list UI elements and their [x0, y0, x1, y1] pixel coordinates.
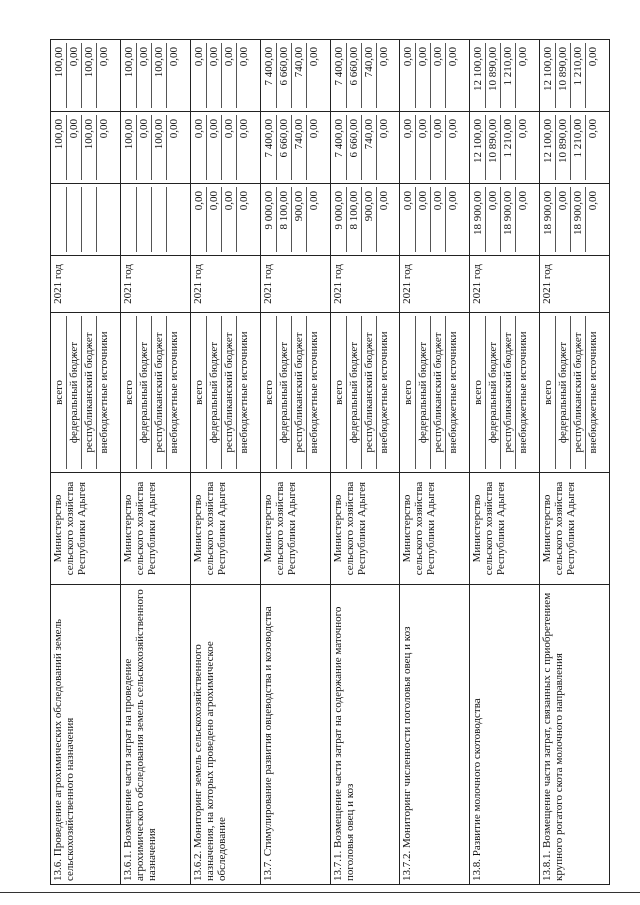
amount-value: [167, 187, 181, 252]
amount-value: [152, 187, 167, 252]
amount-value: 12 100,00: [471, 115, 486, 180]
amount-cell: [120, 184, 190, 256]
measure-name-cell: 13.6.1. Возмещение части затрат на проведение агрохимического обследования земель сельскохозяйственного назначения: [120, 585, 190, 885]
amount-value: 1 210,00: [501, 115, 516, 180]
executor-cell: Министерство сельского хозяйства Республики Адыгея: [470, 473, 540, 585]
amount-cell: [260, 40, 330, 112]
funding-source-label: всего: [401, 316, 416, 469]
amount-value: 0,00: [401, 187, 416, 252]
amount-value: 0,00: [98, 119, 110, 139]
amount-value: 0,00: [222, 43, 237, 108]
amount-cell: [540, 184, 610, 256]
amount-cell: [540, 40, 610, 112]
year-cell: 2021 год: [51, 256, 121, 313]
funding-source-label: внебюджетные источники: [237, 331, 250, 454]
amount-value: 0,00: [237, 47, 250, 67]
amount-value: [82, 187, 97, 252]
amount-value: 100,00: [152, 43, 167, 108]
amount-cell: [51, 40, 121, 112]
rotated-table-sheet: [50, 40, 610, 885]
funding-source-label: федеральный бюджет: [347, 316, 362, 469]
executor-cell: Министерство сельского хозяйства Республики Адыгея: [400, 473, 470, 585]
amount-value: 740,00: [362, 43, 377, 108]
funding-source-label: внебюджетные источники: [98, 331, 110, 454]
funding-source-label: федеральный бюджет: [486, 316, 501, 469]
amount-value: 6 660,00: [347, 115, 362, 180]
funding-source-label: внебюджетные источники: [587, 331, 600, 454]
measure-name-cell: 13.7.2. Мониторинг численности поголовья овец и коз: [400, 585, 470, 885]
funding-source-label: внебюджетные источники: [517, 331, 530, 454]
amount-value: 18 900,00: [571, 187, 586, 252]
funding-sources-cell: [540, 313, 610, 473]
amount-value: 1 210,00: [501, 43, 516, 108]
year-cell: 2021 год: [120, 256, 190, 313]
amount-value: 0,00: [401, 115, 416, 180]
amount-value: 0,00: [192, 43, 207, 108]
funding-source-label: всего: [122, 316, 137, 469]
funding-sources-cell: [51, 313, 121, 473]
funding-source-label: федеральный бюджет: [207, 316, 222, 469]
table-row: [190, 40, 260, 885]
amount-value: 100,00: [52, 43, 67, 108]
table-body: [51, 40, 610, 885]
amount-value: 740,00: [362, 115, 377, 180]
funding-source-label: внебюджетные источники: [167, 331, 180, 454]
amount-value: 6 660,00: [277, 115, 292, 180]
funding-source-label: федеральный бюджет: [556, 316, 571, 469]
year-cell: 2021 год: [330, 256, 400, 313]
funding-sources-cell: [470, 313, 540, 473]
table-row: [120, 40, 190, 885]
amount-value: 100,00: [52, 115, 67, 180]
amount-value: 10 890,00: [556, 115, 571, 180]
amount-cell: [120, 40, 190, 112]
year-cell: 2021 год: [470, 256, 540, 313]
amount-value: 1 210,00: [571, 43, 586, 108]
funding-source-label: внебюджетные источники: [377, 331, 390, 454]
amount-cell: [540, 112, 610, 184]
amount-value: [122, 187, 137, 252]
measure-name-cell: 13.7.1. Возмещение части затрат на содержание маточного поголовья овец и коз: [330, 585, 400, 885]
amount-value: 0,00: [587, 119, 600, 139]
amount-value: 0,00: [556, 187, 571, 252]
amount-cell: [470, 112, 540, 184]
amount-value: 0,00: [416, 115, 431, 180]
amount-value: 0,00: [377, 119, 390, 139]
funding-sources-cell: [330, 313, 400, 473]
amount-value: 0,00: [207, 115, 222, 180]
amount-cell: [470, 184, 540, 256]
funding-source-label: всего: [52, 316, 67, 469]
amount-value: [97, 187, 111, 252]
amount-value: 0,00: [167, 119, 180, 139]
amount-value: 6 660,00: [347, 43, 362, 108]
amount-value: 0,00: [447, 191, 460, 211]
funding-source-label: всего: [471, 316, 486, 469]
amount-value: 0,00: [517, 191, 530, 211]
amount-value: 10 890,00: [486, 115, 501, 180]
amount-value: 10 890,00: [486, 43, 501, 108]
measure-name-cell: 13.7. Стимулирование развития овцеводства и козоводства: [260, 585, 330, 885]
amount-value: 8 100,00: [347, 187, 362, 252]
funding-source-label: республиканский бюджет: [222, 316, 237, 469]
executor-cell: Министерство сельского хозяйства Республики Адыгея: [120, 473, 190, 585]
amount-value: 18 900,00: [471, 187, 486, 252]
table-row: [330, 40, 400, 885]
amount-cell: [400, 40, 470, 112]
amount-cell: [51, 184, 121, 256]
funding-source-label: федеральный бюджет: [137, 316, 152, 469]
funding-source-label: республиканский бюджет: [82, 316, 97, 469]
amount-value: 100,00: [122, 115, 137, 180]
amount-value: 18 900,00: [501, 187, 516, 252]
amount-cell: [400, 184, 470, 256]
amount-value: 0,00: [447, 47, 460, 67]
amount-value: 900,00: [362, 187, 377, 252]
year-cell: 2021 год: [260, 256, 330, 313]
amount-value: [67, 187, 82, 252]
amount-value: 0,00: [67, 115, 82, 180]
amount-value: 100,00: [82, 115, 97, 180]
amount-cell: [470, 40, 540, 112]
funding-source-label: всего: [332, 316, 347, 469]
amount-value: [137, 187, 152, 252]
year-cell: 2021 год: [400, 256, 470, 313]
executor-cell: Министерство сельского хозяйства Республики Адыгея: [51, 473, 121, 585]
amount-cell: [120, 112, 190, 184]
amount-value: 12 100,00: [541, 43, 556, 108]
measure-name-cell: 13.8. Развитие молочного скотоводства: [470, 585, 540, 885]
amount-value: 0,00: [416, 187, 431, 252]
amount-cell: [190, 184, 260, 256]
funding-sources-cell: [120, 313, 190, 473]
amount-value: 0,00: [307, 47, 320, 67]
amount-value: 0,00: [431, 115, 446, 180]
amount-value: 0,00: [447, 119, 460, 139]
amount-cell: [330, 112, 400, 184]
amount-value: 0,00: [587, 191, 600, 211]
amount-value: 0,00: [431, 43, 446, 108]
amount-value: 0,00: [98, 47, 110, 67]
amount-value: 1 210,00: [571, 115, 586, 180]
amount-cell: [190, 112, 260, 184]
funding-source-label: всего: [262, 316, 277, 469]
amount-value: 10 890,00: [556, 43, 571, 108]
amount-value: 0,00: [237, 191, 250, 211]
amount-value: 0,00: [207, 187, 222, 252]
amount-value: 100,00: [82, 43, 97, 108]
funding-source-label: республиканский бюджет: [292, 316, 307, 469]
amount-value: 100,00: [122, 43, 137, 108]
amount-value: 0,00: [207, 43, 222, 108]
amount-value: 7 400,00: [332, 115, 347, 180]
page-edge-line: [0, 892, 640, 893]
amount-value: 0,00: [431, 187, 446, 252]
amount-value: 7 400,00: [262, 115, 277, 180]
amount-value: 0,00: [137, 43, 152, 108]
amount-value: 0,00: [67, 43, 82, 108]
amount-cell: [190, 40, 260, 112]
amount-value: 12 100,00: [541, 115, 556, 180]
amount-value: 740,00: [292, 115, 307, 180]
funding-source-label: республиканский бюджет: [362, 316, 377, 469]
amount-value: 9 000,00: [262, 187, 277, 252]
funding-source-label: всего: [192, 316, 207, 469]
amount-cell: [400, 112, 470, 184]
funding-source-label: республиканский бюджет: [431, 316, 446, 469]
amount-cell: [330, 40, 400, 112]
executor-cell: Министерство сельского хозяйства Республики Адыгея: [330, 473, 400, 585]
amount-value: 0,00: [307, 119, 320, 139]
amount-value: 0,00: [377, 47, 390, 67]
table-row: [51, 40, 121, 885]
amount-value: 0,00: [486, 187, 501, 252]
funding-source-label: федеральный бюджет: [416, 316, 431, 469]
amount-value: 0,00: [416, 43, 431, 108]
amount-value: 6 660,00: [277, 43, 292, 108]
table-row: [470, 40, 540, 885]
year-cell: 2021 год: [190, 256, 260, 313]
amount-value: 9 000,00: [332, 187, 347, 252]
amount-value: 0,00: [587, 47, 600, 67]
funding-source-label: федеральный бюджет: [67, 316, 82, 469]
measure-name-cell: 13.6. Проведение агрохимических обследований земель сельскохозяйственного назначения: [51, 585, 121, 885]
amount-value: 0,00: [401, 43, 416, 108]
measure-name-cell: 13.6.2. Мониторинг земель сельскохозяйственного назначения, на которых проведено агрохимическое обследование: [190, 585, 260, 885]
amount-value: 0,00: [377, 191, 390, 211]
amount-value: 7 400,00: [262, 43, 277, 108]
amount-value: 8 100,00: [277, 187, 292, 252]
funding-source-label: внебюджетные источники: [447, 331, 460, 454]
year-cell: 2021 год: [540, 256, 610, 313]
amount-value: [52, 187, 67, 252]
funding-source-label: республиканский бюджет: [571, 316, 586, 469]
amount-value: 900,00: [292, 187, 307, 252]
funding-source-label: республиканский бюджет: [501, 316, 516, 469]
amount-value: 0,00: [192, 187, 207, 252]
executor-cell: Министерство сельского хозяйства Республики Адыгея: [540, 473, 610, 585]
amount-value: 0,00: [307, 191, 320, 211]
amount-cell: [260, 112, 330, 184]
budget-table: [50, 39, 610, 885]
amount-cell: [260, 184, 330, 256]
amount-value: 0,00: [517, 119, 530, 139]
funding-source-label: республиканский бюджет: [152, 316, 167, 469]
table-row: [260, 40, 330, 885]
amount-value: 0,00: [517, 47, 530, 67]
funding-sources-cell: [260, 313, 330, 473]
table-row: [540, 40, 610, 885]
measure-name-cell: 13.8.1. Возмещение части затрат, связанных с приобретением крупного рогатого скота молочного направления: [540, 585, 610, 885]
amount-value: 0,00: [222, 115, 237, 180]
table-row: [400, 40, 470, 885]
amount-value: 0,00: [237, 119, 250, 139]
amount-value: 7 400,00: [332, 43, 347, 108]
funding-sources-cell: [400, 313, 470, 473]
amount-value: 100,00: [152, 115, 167, 180]
amount-value: 0,00: [137, 115, 152, 180]
funding-source-label: федеральный бюджет: [277, 316, 292, 469]
amount-value: 12 100,00: [471, 43, 486, 108]
executor-cell: Министерство сельского хозяйства Республики Адыгея: [260, 473, 330, 585]
amount-cell: [51, 112, 121, 184]
amount-cell: [330, 184, 400, 256]
amount-value: 0,00: [192, 115, 207, 180]
amount-value: 0,00: [222, 187, 237, 252]
funding-source-label: внебюджетные источники: [307, 331, 320, 454]
funding-sources-cell: [190, 313, 260, 473]
amount-value: 18 900,00: [541, 187, 556, 252]
funding-source-label: всего: [541, 316, 556, 469]
amount-value: 740,00: [292, 43, 307, 108]
amount-value: 0,00: [167, 47, 180, 67]
executor-cell: Министерство сельского хозяйства Республики Адыгея: [190, 473, 260, 585]
